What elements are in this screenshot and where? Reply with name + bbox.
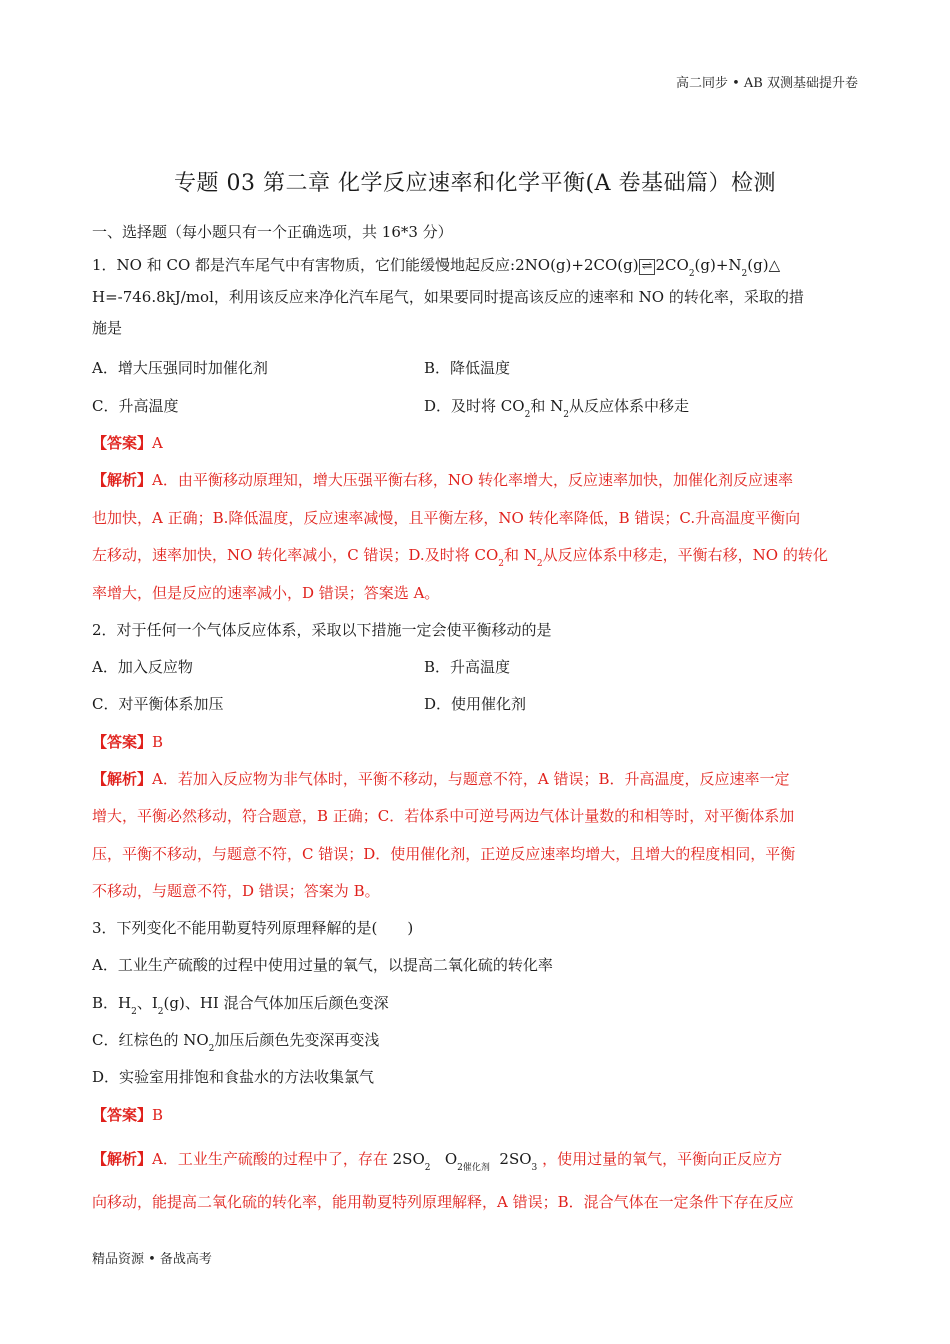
q2-option-d: D．使用催化剂 (424, 695, 527, 713)
q3-stem: 3．下列变化不能用勒夏特列原理释解的是( ) (92, 919, 414, 937)
q1-analysis-line2: 也加快，A 正确；B.降低温度，反应速率减慢，且平衡左移，NO 转化率降低，B 错误；C.升高温度平衡向 (92, 509, 801, 527)
q2-stem: 2．对于任何一个气体反应体系，采取以下措施一定会使平衡移动的是 (92, 621, 552, 639)
q1-option-b: B．降低温度 (424, 359, 511, 377)
q1-analysis-line4: 率增大，但是反应的速率减小，D 错误；答案选 A。 (92, 584, 440, 602)
q3-option-a: A．工业生产硫酸的过程中使用过量的氧气，以提高二氧化硫的转化率 (92, 956, 553, 974)
q1-option-c: C．升高温度 (92, 397, 179, 415)
q2-analysis-line3: 压，平衡不移动，与题意不符，C 错误；D．使用催化剂，正逆反应速率均增大，且增大的程度相同，平衡 (92, 845, 796, 863)
q1-analysis-line1: 【解析】A．由平衡移动原理知，增大压强平衡右移，NO 转化率增大，反应速率加快，加催化剂反应速率 (92, 471, 794, 489)
q3-option-b: B．$H_2$、$I_2(g)$、HI 混合气体加压后颜色变深 (92, 994, 389, 1017)
sulfur-dioxide-equation: $2SO_2$ $O_{2催化剂}$ $2SO_3$ (392, 1150, 538, 1173)
q3-analysis-line2: 向移动，能提高二氧化硫的转化率，能用勒夏特列原理解释，A 错误；B．混合气体在一定条件下存在反应 (92, 1193, 794, 1211)
q2-option-c: C．对平衡体系加压 (92, 695, 224, 713)
q1-stem-line3: 施是 (92, 319, 123, 337)
footer-label: 精品资源 • 备战高考 (92, 1252, 212, 1267)
catalyst-label: 催化剂 (462, 1163, 490, 1173)
q2-analysis-line1: 【解析】A．若加入反应物为非气体时，平衡不移动，与题意不符，A 错误；B．升高温度，反应速率一定 (92, 770, 790, 788)
q2-option-b: B．升高温度 (424, 658, 511, 676)
q1-stem-line1: 1．NO 和 CO 都是汽车尾气中有害物质，它们能缓慢地起反应:2NO(g)+2CO(g) ⇌ $2CO_2(g)+N_2(g)\triangle$ (92, 256, 781, 279)
q3-option-c: C．红棕色的 $NO_2$加压后颜色先变深再变浅 (92, 1031, 380, 1054)
q2-option-a: A．加入反应物 (92, 658, 193, 676)
equilibrium-arrow-icon: ⇌ (639, 259, 656, 275)
q1-stem-line2: H=-746.8kJ/mol，利用该反应来净化汽车尾气，如果要同时提高该反应的速率和 NO 的转化率，采取的措 (92, 288, 804, 306)
q1-option-d: D．及时将 $CO_2$和 $N_2$从反应体系中移走 (424, 397, 689, 420)
q2-analysis-line2: 增大，平衡必然移动，符合题意，B 正确；C．若体系中可逆号两边气体计量数的和相等时，对平衡体系加 (92, 807, 795, 825)
q1-option-a: A．增大压强同时加催化剂 (92, 359, 268, 377)
q3-answer: 【答案】B (92, 1106, 164, 1124)
page-title: 专题 03 第二章 化学反应速率和化学平衡(A 卷基础篇）检测 (174, 171, 776, 196)
q2-answer: 【答案】B (92, 733, 164, 751)
q3-option-d: D．实验室用排饱和食盐水的方法收集氯气 (92, 1068, 375, 1086)
header-series-label: 高二同步 • AB 双测基础提升卷 (675, 76, 858, 91)
section-heading: 一、选择题（每小题只有一个正确选项，共 16*3 分） (92, 223, 453, 241)
q2-analysis-line4: 不移动，与题意不符，D 错误；答案为 B。 (92, 882, 380, 900)
q1-answer: 【答案】A (92, 434, 163, 452)
q3-analysis-line1: 【解析】A．工业生产硫酸的过程中了，存在 $2SO_2$ $O_{2催化剂}$ $2SO_3$ ，使用过量的氧气，平衡向正反应方 (92, 1150, 783, 1173)
q1-analysis-line3: 左移动，速率加快，NO 转化率减小，C 错误；D.及时将 $CO_2$和 $N_2$从反应体系中移走，平衡右移，NO 的转化 (92, 546, 828, 569)
